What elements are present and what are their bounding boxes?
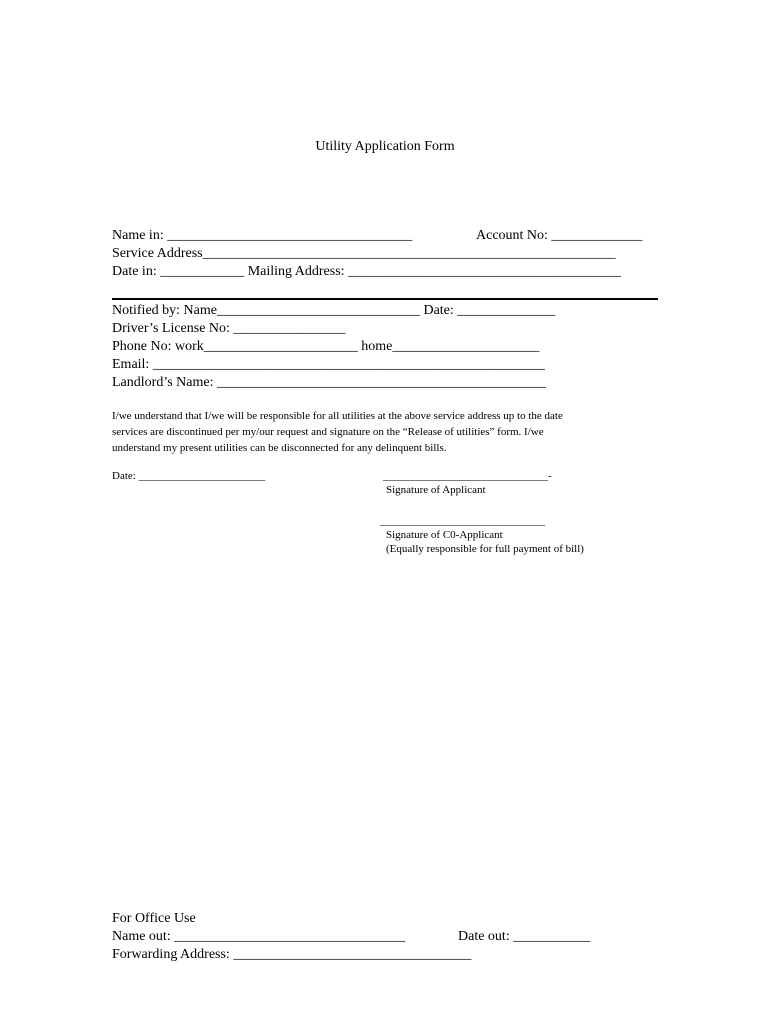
co-applicant-note: (Equally responsible for full payment of bill) — [386, 543, 584, 555]
statement-line: services are discontinued per my/our request and signature on the “Release of utilities” form. I/we — [112, 426, 544, 438]
name-out-field[interactable]: Name out: _________________________________ — [112, 929, 406, 944]
statement-line: I/we understand that I/we will be responsible for all utilities at the above service address up to the date — [112, 410, 563, 422]
date-out-field[interactable]: Date out: ___________ — [458, 929, 591, 944]
co-applicant-signature-label: Signature of C0-Applicant — [386, 529, 503, 541]
landlord-name-field[interactable]: Landlord’s Name: _______________________________________________ — [112, 375, 546, 390]
service-address-field[interactable]: Service Address___________________________________________________________ — [112, 246, 616, 261]
account-no-field[interactable]: Account No: _____________ — [476, 228, 643, 243]
forwarding-address-field[interactable]: Forwarding Address: __________________________________ — [112, 947, 472, 962]
page-title: Utility Application Form — [315, 139, 455, 154]
email-field[interactable]: Email: ________________________________________________________ — [112, 357, 545, 372]
responsibility-statement — [112, 408, 672, 456]
applicant-signature-line[interactable]: ______________________________- — [383, 470, 552, 482]
applicant-signature-label: Signature of Applicant — [386, 484, 486, 496]
statement-line: understand my present utilities can be disconnected for any delinquent bills. — [112, 442, 447, 454]
phone-no-field[interactable]: Phone No: work______________________ home_____________________ — [112, 339, 540, 354]
co-applicant-signature-line[interactable]: ______________________________ — [380, 515, 545, 527]
drivers-license-field[interactable]: Driver’s License No: ________________ — [112, 321, 346, 336]
office-use-heading: For Office Use — [112, 911, 196, 926]
name-in-field[interactable]: Name in: ___________________________________ — [112, 228, 413, 243]
section-divider — [112, 298, 658, 300]
date-in-mailing-address-field[interactable]: Date in: ____________ Mailing Address: _______________________________________ — [112, 264, 622, 279]
notified-by-field[interactable]: Notified by: Name_____________________________ Date: ______________ — [112, 303, 556, 318]
signature-date-field[interactable]: Date: _______________________ — [112, 470, 266, 482]
